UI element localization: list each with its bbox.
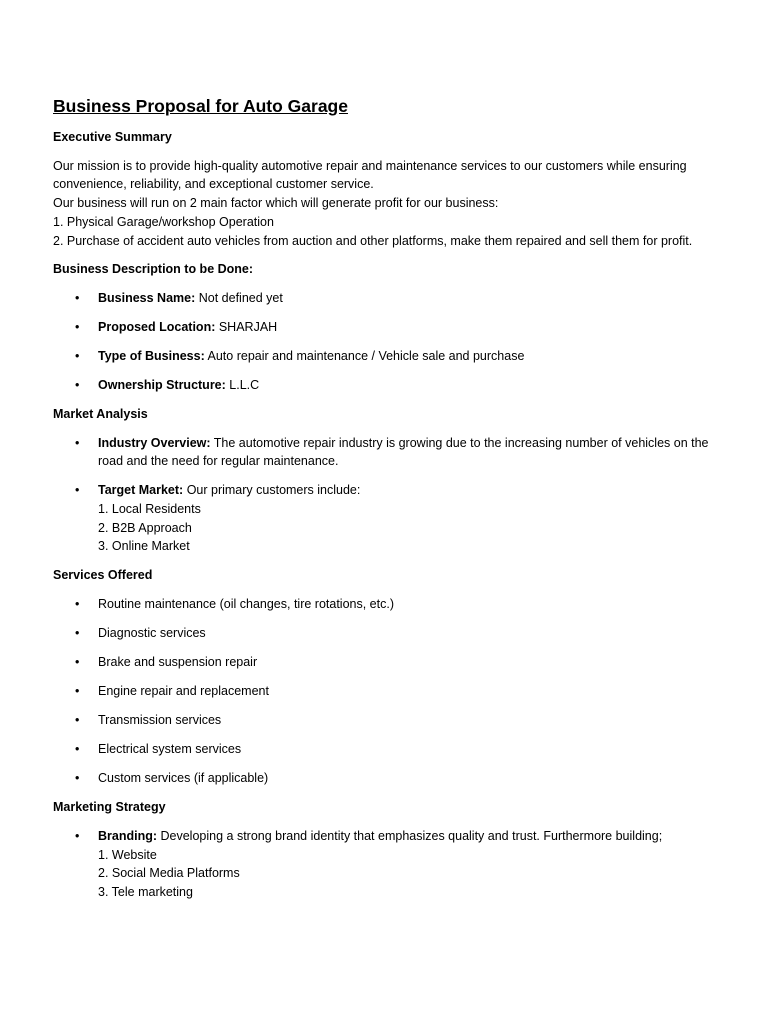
- list-item: [53, 376, 733, 395]
- list-item: • Engine repair and replacement: [53, 682, 733, 701]
- sub-item: 1. Local Residents: [98, 502, 201, 517]
- services-list: [53, 595, 733, 788]
- item-value: Our primary customers include:: [183, 483, 361, 498]
- item-value-continued: road and the need for regular maintenance.: [98, 454, 339, 469]
- executive-summary-text: [53, 157, 733, 251]
- list-item: [53, 318, 733, 337]
- list-item: [53, 289, 733, 308]
- sub-item: 2. B2B Approach: [98, 520, 192, 535]
- item-label: Target Market:: [98, 483, 184, 498]
- item-value: Developing a strong brand identity that emphasizes quality and trust. Furthermore building;: [157, 828, 663, 843]
- list-item: [53, 827, 733, 902]
- list-item: [53, 347, 733, 366]
- sub-item: 1. Website: [98, 847, 157, 862]
- sub-item: 3. Online Market: [98, 539, 190, 554]
- summary-line: 1. Physical Garage/workshop Operation: [53, 214, 274, 229]
- list-item: • Diagnostic services: [53, 624, 733, 643]
- item-value: Not defined yet: [195, 290, 283, 305]
- summary-line: Our business will run on 2 main factor which will generate profit for our business:: [53, 196, 499, 211]
- summary-line: convenience, reliability, and exceptional customer service.: [53, 177, 374, 192]
- item-value: L.L.C: [225, 377, 260, 392]
- item-label: Industry Overview:: [98, 435, 211, 450]
- item-value: SHARJAH: [215, 319, 278, 334]
- list-item: • Electrical system services: [53, 740, 733, 759]
- summary-line: 2. Purchase of accident auto vehicles from auction and other platforms, make them repaired and sell them for profit.: [53, 233, 693, 248]
- marketing-strategy-list: [53, 827, 733, 902]
- item-label: Branding:: [98, 828, 158, 843]
- item-value: The automotive repair industry is growing due to the increasing number of vehicles on the: [210, 435, 709, 450]
- market-analysis-list: [53, 434, 733, 557]
- list-item: [53, 434, 733, 471]
- document-title: Business Proposal for Auto Garage: [53, 96, 348, 116]
- list-item: [53, 481, 733, 556]
- sub-item: 3. Tele marketing: [98, 884, 193, 899]
- executive-summary-heading: Executive Summary: [53, 130, 172, 144]
- item-label: Type of Business:: [98, 348, 205, 363]
- marketing-strategy-heading: Marketing Strategy: [53, 800, 166, 815]
- document-page: [53, 94, 733, 912]
- list-item: • Brake and suspension repair: [53, 653, 733, 672]
- sub-item: 2. Social Media Platforms: [98, 866, 240, 881]
- list-item: • Routine maintenance (oil changes, tire rotations, etc.): [53, 595, 733, 614]
- item-value: Auto repair and maintenance / Vehicle sale and purchase: [204, 348, 525, 363]
- item-label: Ownership Structure:: [98, 377, 226, 392]
- item-label: Business Name:: [98, 290, 196, 305]
- business-description-heading: Business Description to be Done:: [53, 262, 254, 277]
- market-analysis-heading: Market Analysis: [53, 406, 148, 421]
- item-label: Proposed Location:: [98, 319, 216, 334]
- list-item: • Custom services (if applicable): [53, 769, 733, 788]
- list-item: • Transmission services: [53, 711, 733, 730]
- summary-line: Our mission is to provide high-quality automotive repair and maintenance services to our customers while ensuring: [53, 158, 687, 173]
- business-description-list: [53, 289, 733, 395]
- services-heading: Services Offered: [53, 568, 153, 583]
